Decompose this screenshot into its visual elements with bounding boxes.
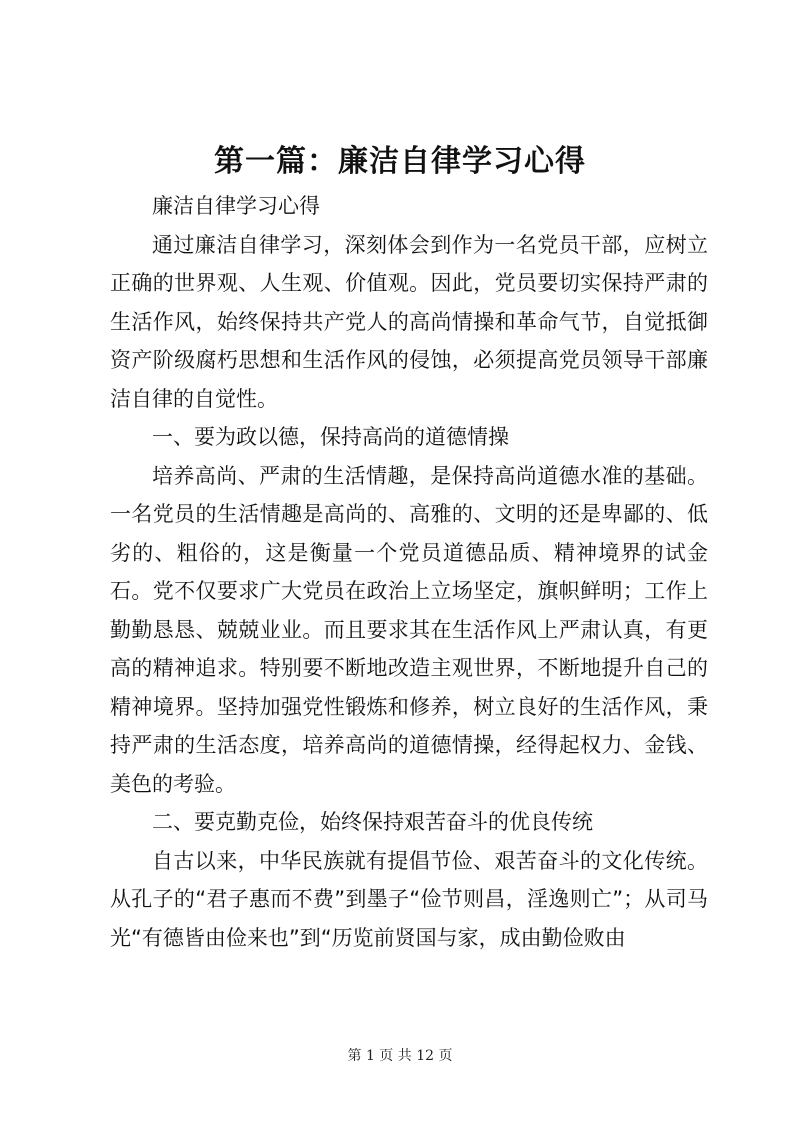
section-heading-2: 二、要克勤克俭，始终保持艰苦奋斗的优良传统 xyxy=(152,810,593,834)
paragraph-subtitle: 廉洁自律学习心得 xyxy=(152,194,320,218)
paragraph-section-1: 培养高尚、严肃的生活情趣，是保持高尚道德水准的基础。一名党员的生活情趣是高尚的、高雅的、文明的还是卑鄙的、低劣的、粗俗的，这是衡量一个党员道德品质、精神境界的试金石。党不仅要求广大党员在政治上立场坚定，旗帜鲜明；工作上勤勤恳恳、兢兢业业。而且要求其在生活作风上严肃认真，有更高的精神追求。特别要不断地改造主观世界，不断地提升自己的精神境界。坚持加强党性锻炼和修养，树立良好的生活作风，秉持严肃的生活态度，培养高尚的道德情操，经得起权力、金钱、美色的考验。 xyxy=(110,463,708,796)
document-title: 第一篇：廉洁自律学习心得 xyxy=(214,144,586,179)
paragraph-intro: 通过廉洁自律学习，深刻体会到作为一名党员干部，应树立正确的世界观、人生观、价值观。因此，党员要切实保持严肃的生活作风，始终保持共产党人的高尚情操和革命气节，自觉抵御资产阶级腐朽思想和生活作风的侵蚀，必须提高党员领导干部廉洁自律的自觉性。 xyxy=(110,232,708,411)
paragraph-section-2: 自古以来，中华民族就有提倡节俭、艰苦奋斗的文化传统。从孔子的“君子惠而不费”到墨子“俭节则昌，淫逸则亡”；从司马光“有德皆由俭来也”到“历览前贤国与家，成由勤俭败由 xyxy=(110,848,708,950)
section-heading-1: 一、要为政以德，保持高尚的道德情操 xyxy=(152,425,509,449)
document-body xyxy=(110,187,708,957)
page-footer: 第 1 页 共 12 页 xyxy=(347,1048,453,1064)
